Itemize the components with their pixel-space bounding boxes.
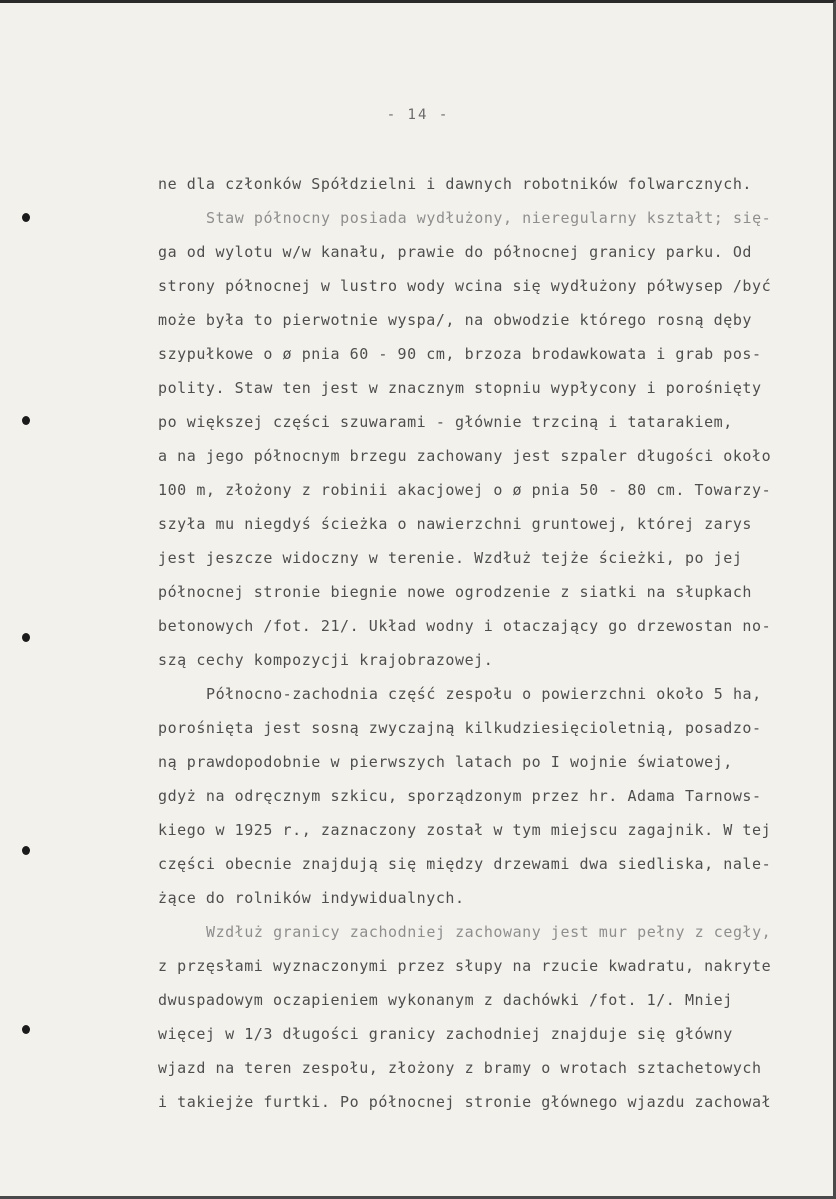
paragraph-start-line: Wzdłuż granicy zachodniej zachowany jest mur pełny z cegły, [206, 923, 772, 941]
punch-hole-4 [22, 846, 30, 855]
text-line: betonowych /fot. 21/. Układ wodny i otaczający go drzewostan no- [158, 617, 772, 635]
text-line: ną prawdopodobnie w pierwszych latach po I wojnie światowej, [158, 753, 733, 771]
text-line: żące do rolników indywidualnych. [158, 889, 465, 907]
text-line: ne dla członków Spółdzielni i dawnych robotników folwarcznych. [158, 175, 753, 193]
text-line: więcej w 1/3 długości granicy zachodniej znajduje się główny [158, 1025, 733, 1043]
text-line: części obecnie znajdują się między drzewami dwa siedliska, nale- [158, 855, 772, 873]
text-line: po większej części szuwarami - głównie trzciną i tatarakiem, [158, 413, 733, 431]
punch-hole-5 [22, 1025, 30, 1034]
text-line: strony północnej w lustro wody wcina się wydłużony półwysep /być [158, 277, 772, 295]
text-line: porośnięta jest sosną zwyczajną kilkudziesięcioletnią, posadzo- [158, 719, 762, 737]
text-line: polity. Staw ten jest w znacznym stopniu wypłycony i porośnięty [158, 379, 762, 397]
text-line: wjazd na teren zespołu, złożony z bramy o wrotach sztachetowych [158, 1059, 762, 1077]
text-line: szyła mu niegdyś ścieżka o nawierzchni gruntowej, której zarys [158, 515, 753, 533]
text-line: północnej stronie biegnie nowe ogrodzenie z siatki na słupkach [158, 583, 753, 601]
paragraph-start-line: Północno-zachodnia część zespołu o powierzchni około 5 ha, [206, 685, 762, 703]
paragraph-start-line: Staw północny posiada wydłużony, nieregularny kształt; się- [206, 209, 772, 227]
punch-hole-2 [22, 416, 30, 425]
text-line: może była to pierwotnie wyspa/, na obwodzie którego rosną dęby [158, 311, 753, 329]
text-line: dwuspadowym oczapieniem wykonanym z dachówki /fot. 1/. Mniej [158, 991, 733, 1009]
text-line: ga od wylotu w/w kanału, prawie do północnej granicy parku. Od [158, 243, 753, 261]
text-line: szą cechy kompozycji krajobrazowej. [158, 651, 494, 669]
text-line: gdyż na odręcznym szkicu, sporządzonym przez hr. Adama Tarnows- [158, 787, 762, 805]
text-line: a na jego północnym brzegu zachowany jest szpaler długości około [158, 447, 772, 465]
punch-hole-1 [22, 213, 30, 222]
body-text [158, 171, 830, 1123]
page-number: - 14 - [386, 107, 450, 123]
text-line: z przęsłami wyznaczonymi przez słupy na rzucie kwadratu, nakryte [158, 957, 772, 975]
text-line: i takiejże furtki. Po północnej stronie głównego wjazdu zachował [158, 1093, 772, 1111]
text-line: szypułkowe o ø pnia 60 - 90 cm, brzoza brodawkowata i grab pos- [158, 345, 762, 363]
punch-hole-3 [22, 633, 30, 642]
text-line: 100 m, złożony z robinii akacjowej o ø pnia 50 - 80 cm. Towarzy- [158, 481, 772, 499]
text-line: kiego w 1925 r., zaznaczony został w tym miejscu zagajnik. W tej [158, 821, 772, 839]
text-line: jest jeszcze widoczny w terenie. Wzdłuż tejże ścieżki, po jej [158, 549, 743, 567]
